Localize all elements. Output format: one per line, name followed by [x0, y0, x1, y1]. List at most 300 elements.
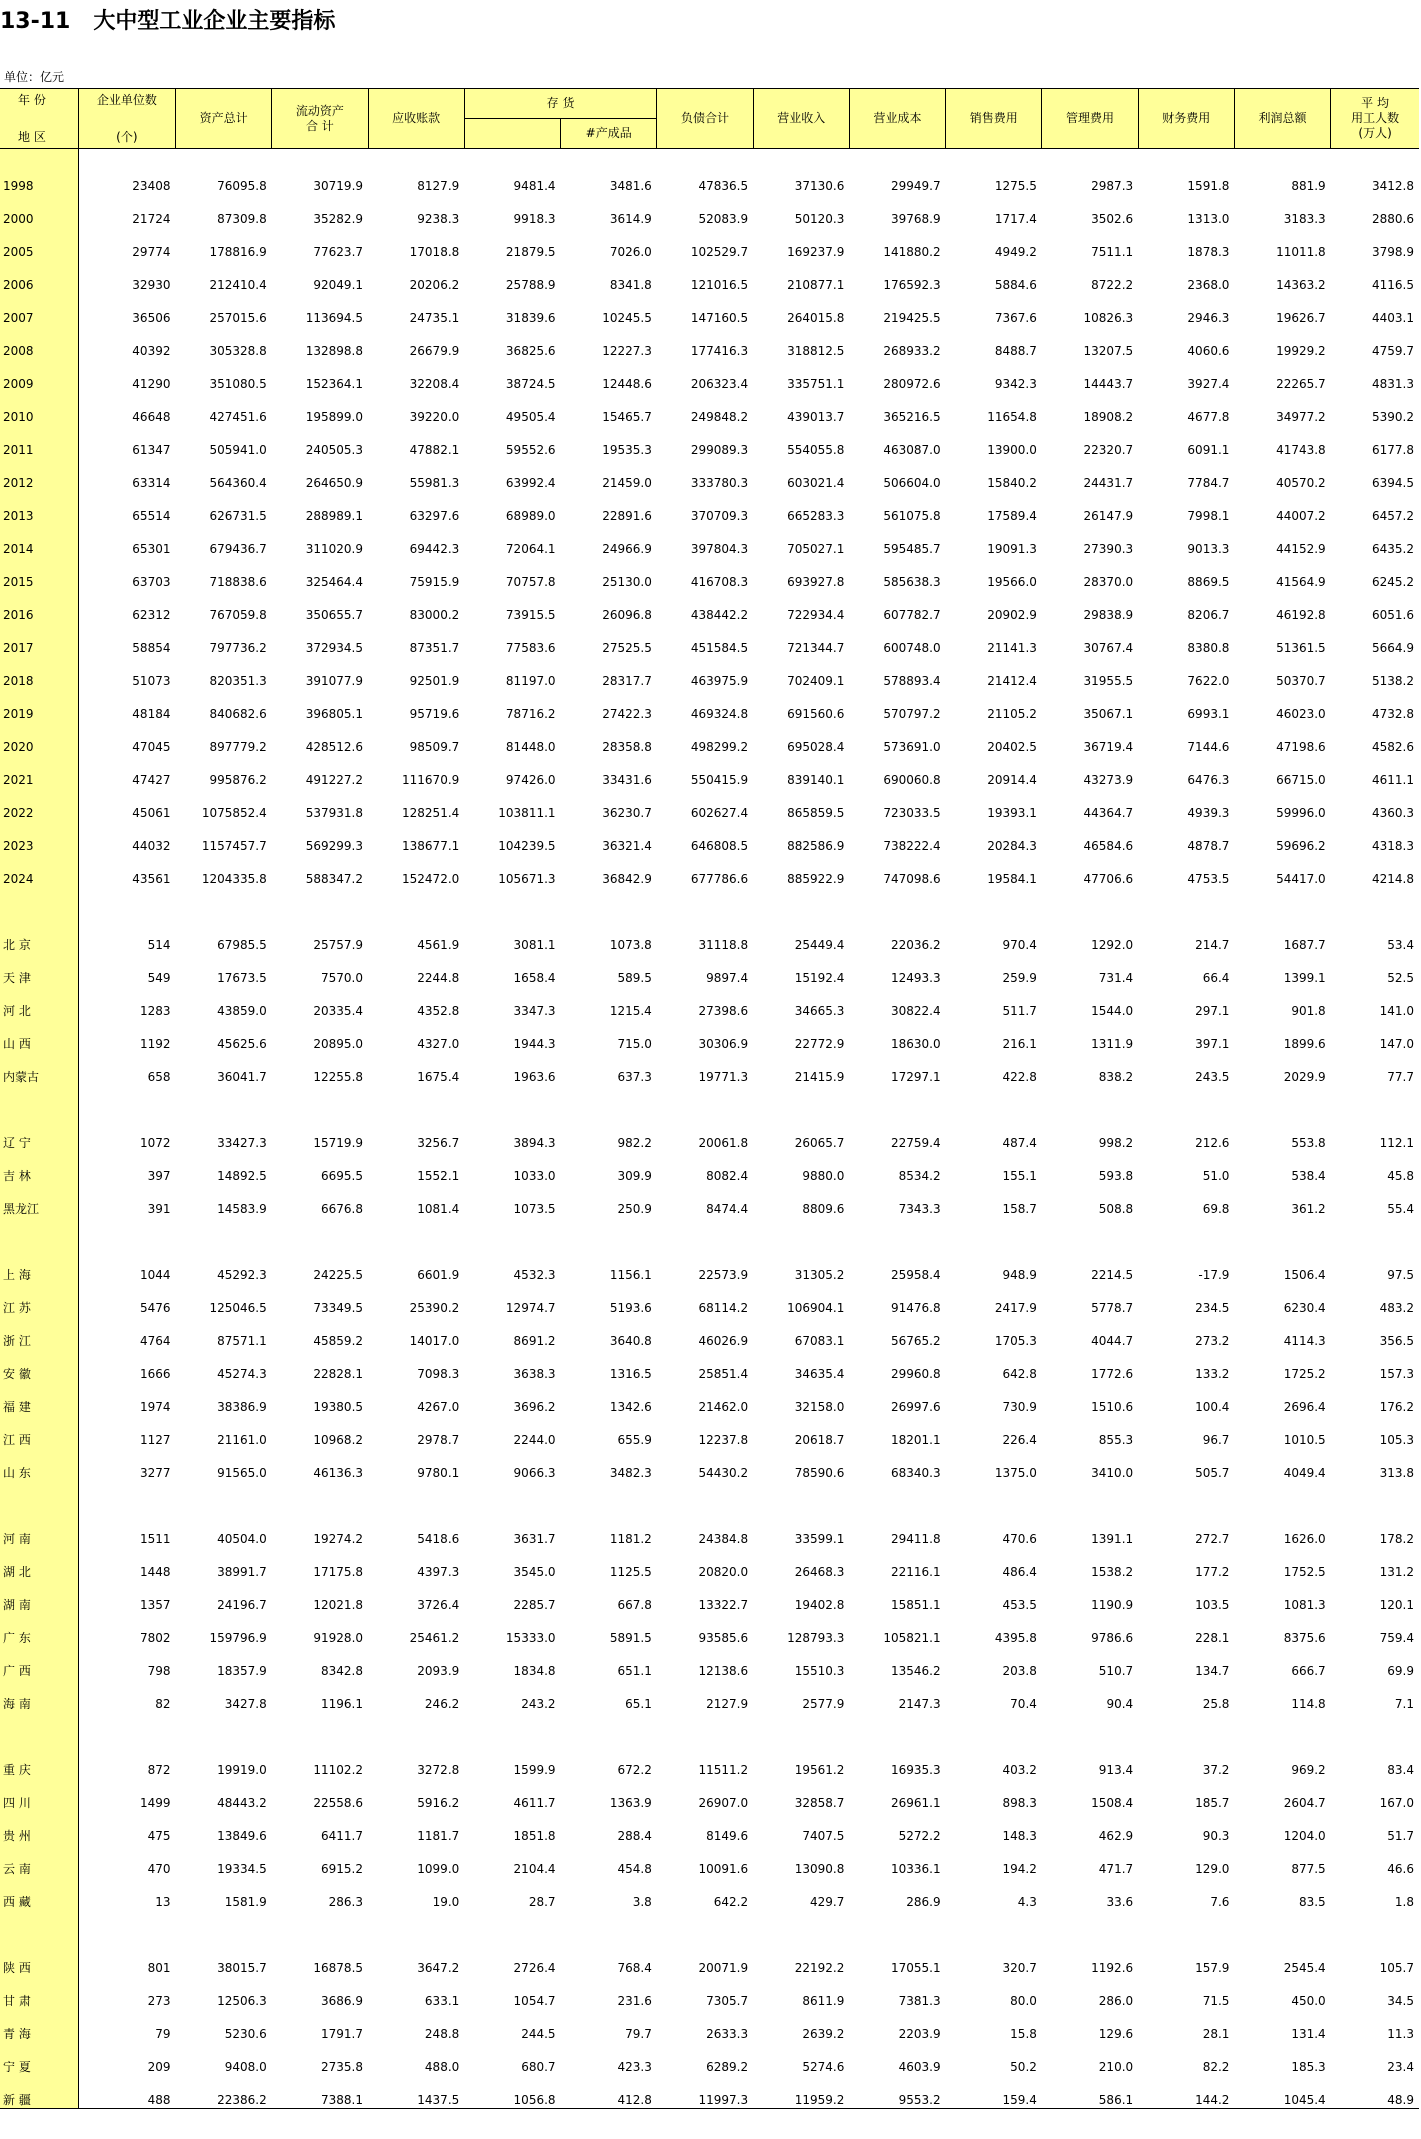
row-label: 2006 — [0, 260, 78, 293]
value-cell: 7.1 — [1394, 1697, 1414, 1711]
value-cell: 19535.3 — [602, 443, 652, 457]
value-cell: 97.5 — [1387, 1268, 1414, 1282]
value-cell: 747098.6 — [883, 872, 941, 886]
value-cell: 28358.8 — [602, 740, 652, 754]
value-cell: 723033.5 — [883, 806, 941, 820]
row-label: 天 津 — [0, 953, 78, 986]
value-cell: 7388.1 — [321, 2093, 364, 2107]
value-cell: 20071.9 — [698, 1961, 749, 1975]
value-cell: 1196.1 — [321, 1697, 364, 1711]
value-cell: 212.6 — [1195, 1136, 1230, 1150]
value-cell: 185.7 — [1195, 1796, 1230, 1810]
header-enterprise-count-line1: 企业单位数 — [96, 92, 157, 107]
value-cell: 718838.6 — [209, 575, 267, 589]
row-label: 江 西 — [0, 1415, 78, 1448]
value-cell: 9066.3 — [513, 1466, 556, 1480]
value-cell: 9408.0 — [224, 2060, 267, 2074]
value-cell: 4753.5 — [1187, 872, 1230, 886]
value-cell: 95719.6 — [409, 707, 460, 721]
value-cell: 838.2 — [1098, 1070, 1134, 1084]
value-cell: 19402.8 — [794, 1598, 845, 1612]
value-cell: 2978.7 — [417, 1433, 460, 1447]
value-cell: 5272.2 — [898, 1829, 941, 1843]
value-cell: 157.3 — [1379, 1367, 1414, 1381]
value-cell: 51073 — [132, 674, 171, 688]
value-cell: 91928.0 — [313, 1631, 364, 1645]
value-cell: 28370.0 — [1083, 575, 1134, 589]
row-label: 海 南 — [0, 1679, 78, 1712]
row-label: 2005 — [0, 227, 78, 260]
value-cell: 6091.1 — [1187, 443, 1230, 457]
table-row — [0, 1679, 1419, 1712]
value-cell: 77583.6 — [505, 641, 556, 655]
table-row — [0, 1745, 1419, 1778]
value-cell: 553.8 — [1291, 1136, 1326, 1150]
value-cell: 59552.6 — [505, 443, 556, 457]
value-cell: 9786.6 — [1091, 1631, 1134, 1645]
value-cell: 13090.8 — [794, 1862, 845, 1876]
value-cell: 54417.0 — [1276, 872, 1326, 886]
value-cell: 626731.5 — [209, 509, 267, 523]
value-cell: 87309.8 — [217, 212, 267, 226]
table-row — [0, 1976, 1419, 2009]
value-cell: 36506 — [132, 311, 171, 325]
header-employees-line3: (万人) — [1358, 126, 1392, 140]
value-cell: 8869.5 — [1187, 575, 1230, 589]
value-cell: 133.2 — [1195, 1367, 1230, 1381]
value-cell: 214.7 — [1195, 938, 1230, 952]
value-cell: 73349.5 — [313, 1301, 364, 1315]
value-cell: 141.0 — [1379, 1004, 1414, 1018]
table-row — [0, 1349, 1419, 1382]
value-cell: 13322.7 — [698, 1598, 749, 1612]
value-cell: 121016.5 — [690, 278, 749, 292]
value-cell: 297.1 — [1195, 1004, 1230, 1018]
value-cell: 438442.2 — [690, 608, 749, 622]
value-cell: 20618.7 — [794, 1433, 845, 1447]
value-cell: 36230.7 — [602, 806, 652, 820]
value-cell: 451584.5 — [690, 641, 749, 655]
value-cell: 17018.8 — [409, 245, 460, 259]
value-cell: 72064.1 — [505, 542, 556, 556]
value-cell: 228.1 — [1195, 1631, 1230, 1645]
header-total-profit: 利润总额 — [1234, 89, 1330, 149]
value-cell: 14583.9 — [217, 1202, 267, 1216]
value-cell: 244.5 — [521, 2027, 556, 2041]
value-cell: 152364.1 — [305, 377, 364, 391]
value-cell: 508.8 — [1098, 1202, 1134, 1216]
value-cell: 3640.8 — [609, 1334, 652, 1348]
value-cell: 1508.4 — [1091, 1796, 1134, 1810]
group-gap-row — [0, 1712, 1419, 1745]
value-cell: 2203.9 — [898, 2027, 941, 2041]
table-row — [0, 788, 1419, 821]
table-row — [0, 920, 1419, 953]
value-cell: 26468.3 — [794, 1565, 845, 1579]
value-cell: 37.2 — [1202, 1763, 1230, 1777]
value-cell: 219425.5 — [883, 311, 941, 325]
value-cell: 454.8 — [617, 1862, 652, 1876]
value-cell: 1717.4 — [994, 212, 1037, 226]
value-cell: 32930 — [132, 278, 171, 292]
value-cell: 212410.4 — [209, 278, 267, 292]
value-cell: 2417.9 — [994, 1301, 1037, 1315]
value-cell: 68340.3 — [891, 1466, 941, 1480]
value-cell: 31955.5 — [1083, 674, 1134, 688]
table-row — [0, 1877, 1419, 1910]
value-cell: 995876.2 — [209, 773, 267, 787]
value-cell: 69442.3 — [409, 542, 460, 556]
value-cell: 250.9 — [617, 1202, 652, 1216]
value-cell: 40504.0 — [217, 1532, 267, 1546]
value-cell: 505.7 — [1195, 1466, 1230, 1480]
value-cell: 20402.5 — [987, 740, 1037, 754]
value-cell: 19561.2 — [794, 1763, 845, 1777]
row-label: 西 藏 — [0, 1877, 78, 1910]
value-cell: 801 — [147, 1961, 171, 1975]
value-cell: 3696.2 — [513, 1400, 556, 1414]
value-cell: 1045.4 — [1283, 2093, 1326, 2107]
row-label: 甘 肃 — [0, 1976, 78, 2009]
table-row — [0, 1118, 1419, 1151]
value-cell: 25130.0 — [602, 575, 652, 589]
table-row — [0, 260, 1419, 293]
value-cell: 15192.4 — [794, 971, 845, 985]
value-cell: 1283 — [139, 1004, 171, 1018]
value-cell: 469324.8 — [690, 707, 749, 721]
value-cell: 429.7 — [810, 1895, 845, 1909]
value-cell: 969.2 — [1291, 1763, 1326, 1777]
table-body — [0, 149, 1419, 2109]
value-cell: 1363.9 — [609, 1796, 652, 1810]
value-cell: 1974 — [139, 1400, 171, 1414]
value-cell: 16878.5 — [313, 1961, 364, 1975]
value-cell: 428512.6 — [305, 740, 364, 754]
value-cell: 19626.7 — [1276, 311, 1326, 325]
value-cell: 45274.3 — [217, 1367, 267, 1381]
value-cell: 1010.5 — [1283, 1433, 1326, 1447]
value-cell: 105821.1 — [883, 1631, 941, 1645]
value-cell: 759.4 — [1379, 1631, 1414, 1645]
value-cell: 2104.4 — [513, 1862, 556, 1876]
value-cell: 1292.0 — [1091, 938, 1134, 952]
value-cell: 423.3 — [617, 2060, 652, 2074]
value-cell: 8488.7 — [994, 344, 1037, 358]
value-cell: 31305.2 — [794, 1268, 845, 1282]
value-cell: 21141.3 — [987, 641, 1037, 655]
value-cell: 44007.2 — [1276, 509, 1326, 523]
value-cell: 589.5 — [617, 971, 652, 985]
row-label: 2000 — [0, 194, 78, 227]
value-cell: 22265.7 — [1276, 377, 1326, 391]
value-cell: 475 — [147, 1829, 171, 1843]
value-cell: 4759.7 — [1372, 344, 1414, 358]
table-row — [0, 755, 1419, 788]
value-cell: 820351.3 — [209, 674, 267, 688]
value-cell: 356.5 — [1379, 1334, 1414, 1348]
value-cell: 1752.5 — [1283, 1565, 1326, 1579]
value-cell: 2368.0 — [1187, 278, 1230, 292]
value-cell: 9013.3 — [1187, 542, 1230, 556]
value-cell: 680.7 — [521, 2060, 556, 2074]
value-cell: 10968.2 — [313, 1433, 364, 1447]
value-cell: 240505.3 — [305, 443, 364, 457]
value-cell: 885922.9 — [787, 872, 845, 886]
table-row — [0, 1052, 1419, 1085]
value-cell: 1316.5 — [609, 1367, 652, 1381]
value-cell: 50120.3 — [794, 212, 845, 226]
value-cell: 10826.3 — [1083, 311, 1134, 325]
value-cell: 20895.0 — [313, 1037, 364, 1051]
value-cell: 6230.4 — [1283, 1301, 1326, 1315]
value-cell: 29774 — [132, 245, 171, 259]
value-cell: 3927.4 — [1187, 377, 1230, 391]
value-cell: 70757.8 — [505, 575, 556, 589]
value-cell: 55981.3 — [409, 476, 460, 490]
value-cell: 27398.6 — [698, 1004, 749, 1018]
row-label: 广 东 — [0, 1613, 78, 1646]
row-label: 宁 夏 — [0, 2042, 78, 2075]
value-cell: 585638.3 — [883, 575, 941, 589]
value-cell: 45859.2 — [313, 1334, 364, 1348]
value-cell: 9897.4 — [706, 971, 749, 985]
value-cell: 286.0 — [1098, 1994, 1134, 2008]
value-cell: 593.8 — [1098, 1169, 1134, 1183]
value-cell: 8809.6 — [802, 1202, 845, 1216]
value-cell: 6245.2 — [1372, 575, 1414, 589]
value-cell: 273 — [147, 1994, 171, 2008]
value-cell: 6695.5 — [321, 1169, 364, 1183]
value-cell: 365216.5 — [883, 410, 941, 424]
value-cell: 36825.6 — [505, 344, 556, 358]
value-cell: 1190.9 — [1091, 1598, 1134, 1612]
value-cell: 22192.2 — [794, 1961, 845, 1975]
header-employees-line1: 平 均 — [1361, 96, 1389, 110]
value-cell: 470 — [147, 1862, 171, 1876]
header-enterprise-count — [78, 89, 175, 149]
value-cell: 3.8 — [632, 1895, 652, 1909]
header-current-assets-line2: 合 计 — [305, 118, 334, 133]
value-cell: 18908.2 — [1083, 410, 1134, 424]
value-cell: 1342.6 — [609, 1400, 652, 1414]
value-cell: 7622.0 — [1187, 674, 1230, 688]
value-cell: 3647.2 — [417, 1961, 460, 1975]
value-cell: 9780.1 — [417, 1466, 460, 1480]
value-cell: 22116.1 — [891, 1565, 941, 1579]
value-cell: 695028.4 — [787, 740, 845, 754]
value-cell: 13900.0 — [987, 443, 1037, 457]
value-cell: 4049.4 — [1283, 1466, 1326, 1480]
value-cell: 2285.7 — [513, 1598, 556, 1612]
value-cell: 17589.4 — [987, 509, 1037, 523]
header-financial-expenses: 财务费用 — [1138, 89, 1234, 149]
value-cell: 1687.7 — [1283, 938, 1326, 952]
value-cell: 15465.7 — [602, 410, 652, 424]
value-cell: -17.9 — [1198, 1268, 1230, 1282]
value-cell: 506604.0 — [883, 476, 941, 490]
value-cell: 185.3 — [1291, 2060, 1326, 2074]
value-cell: 335751.1 — [787, 377, 845, 391]
value-cell: 1157457.7 — [201, 839, 267, 853]
value-cell: 103.5 — [1195, 1598, 1230, 1612]
value-cell: 1215.4 — [609, 1004, 652, 1018]
value-cell: 839140.1 — [787, 773, 845, 787]
value-cell: 872 — [147, 1763, 171, 1777]
value-cell: 59696.2 — [1276, 839, 1326, 853]
group-gap-row — [0, 1481, 1419, 1514]
value-cell: 12506.3 — [217, 1994, 267, 2008]
value-cell: 510.7 — [1098, 1664, 1134, 1678]
value-cell: 471.7 — [1098, 1862, 1134, 1876]
value-cell: 38386.9 — [217, 1400, 267, 1414]
value-cell: 17673.5 — [217, 971, 267, 985]
value-cell: 4.3 — [1017, 1895, 1037, 1909]
header-year-region — [0, 89, 78, 149]
value-cell: 25757.9 — [313, 938, 364, 952]
blank-cell — [78, 887, 1419, 920]
value-cell: 226.4 — [1002, 1433, 1037, 1447]
value-cell: 23.4 — [1387, 2060, 1414, 2074]
header-year: 年 份 — [18, 92, 46, 107]
header-total-assets: 资产总计 — [175, 89, 271, 149]
value-cell: 679436.7 — [209, 542, 267, 556]
table-row — [0, 1778, 1419, 1811]
value-cell: 34635.4 — [794, 1367, 845, 1381]
value-cell: 4044.7 — [1091, 1334, 1134, 1348]
row-label: 江 苏 — [0, 1283, 78, 1316]
value-cell: 7026.0 — [609, 245, 652, 259]
value-cell: 1313.0 — [1187, 212, 1230, 226]
value-cell: 1511 — [139, 1532, 171, 1546]
value-cell: 1581.9 — [224, 1895, 267, 1909]
value-cell: 24735.1 — [409, 311, 460, 325]
value-cell: 134.7 — [1195, 1664, 1230, 1678]
value-cell: 6411.7 — [321, 1829, 364, 1843]
value-cell: 14892.5 — [217, 1169, 267, 1183]
value-cell: 6394.5 — [1372, 476, 1414, 490]
value-cell: 105.7 — [1379, 1961, 1414, 1975]
value-cell: 1033.0 — [513, 1169, 556, 1183]
value-cell: 5230.6 — [224, 2027, 267, 2041]
value-cell: 25.8 — [1202, 1697, 1230, 1711]
value-cell: 125046.5 — [209, 1301, 267, 1315]
value-cell: 6676.8 — [321, 1202, 364, 1216]
value-cell: 690060.8 — [883, 773, 941, 787]
value-cell: 4764 — [139, 1334, 171, 1348]
value-cell: 43273.9 — [1083, 773, 1134, 787]
value-cell: 1591.8 — [1187, 179, 1230, 193]
table-row — [0, 557, 1419, 590]
value-cell: 46.6 — [1387, 1862, 1414, 1876]
value-cell: 397 — [147, 1169, 171, 1183]
value-cell: 65514 — [132, 509, 171, 523]
value-cell: 231.6 — [617, 1994, 652, 2008]
value-cell: 898.3 — [1002, 1796, 1037, 1810]
value-cell: 11959.2 — [794, 2093, 845, 2107]
value-cell: 1772.6 — [1091, 1367, 1134, 1381]
value-cell: 209 — [147, 2060, 171, 2074]
value-cell: 210877.1 — [787, 278, 845, 292]
row-label: 新 疆 — [0, 2075, 78, 2109]
value-cell: 607782.7 — [883, 608, 941, 622]
value-cell: 264015.8 — [787, 311, 845, 325]
row-label: 陕 西 — [0, 1943, 78, 1976]
value-cell: 103811.1 — [498, 806, 556, 820]
value-cell: 112.1 — [1379, 1136, 1414, 1150]
value-cell: 2946.3 — [1187, 311, 1230, 325]
value-cell: 15.8 — [1010, 2027, 1037, 2041]
row-label: 2007 — [0, 293, 78, 326]
value-cell: 2029.9 — [1283, 1070, 1326, 1084]
value-cell: 738222.4 — [883, 839, 941, 853]
row-label: 2018 — [0, 656, 78, 689]
value-cell: 25958.4 — [891, 1268, 941, 1282]
value-cell: 8534.2 — [898, 1169, 941, 1183]
value-cell: 15719.9 — [313, 1136, 364, 1150]
value-cell: 128793.3 — [787, 1631, 845, 1645]
table-row — [0, 491, 1419, 524]
value-cell: 36842.9 — [602, 872, 652, 886]
indicator-table — [0, 88, 1419, 2109]
value-cell: 50.2 — [1010, 2060, 1037, 2074]
value-cell: 970.4 — [1002, 938, 1037, 952]
value-cell: 68989.0 — [505, 509, 556, 523]
value-cell: 6435.2 — [1372, 542, 1414, 556]
value-cell: 1705.3 — [994, 1334, 1037, 1348]
value-cell: 3686.9 — [321, 1994, 364, 2008]
value-cell: 1506.4 — [1283, 1268, 1326, 1282]
value-cell: 25390.2 — [409, 1301, 460, 1315]
value-cell: 651.1 — [617, 1664, 652, 1678]
value-cell: 34665.3 — [794, 1004, 845, 1018]
value-cell: 12227.3 — [602, 344, 652, 358]
value-cell: 4403.1 — [1372, 311, 1414, 325]
value-cell: 29838.9 — [1083, 608, 1134, 622]
value-cell: 2987.3 — [1091, 179, 1134, 193]
value-cell: 120.1 — [1379, 1598, 1414, 1612]
value-cell: 11.3 — [1387, 2027, 1414, 2041]
value-cell: 2880.6 — [1372, 212, 1414, 226]
value-cell: 19.0 — [432, 1895, 460, 1909]
value-cell: 87571.1 — [217, 1334, 267, 1348]
value-cell: 243.5 — [1195, 1070, 1230, 1084]
value-cell: 26907.0 — [698, 1796, 749, 1810]
value-cell: 19393.1 — [987, 806, 1037, 820]
value-cell: 372934.5 — [305, 641, 364, 655]
value-cell: 41743.8 — [1276, 443, 1326, 457]
row-label: 广 西 — [0, 1646, 78, 1679]
value-cell: 37130.6 — [794, 179, 845, 193]
row-label: 2009 — [0, 359, 78, 392]
value-cell: 2127.9 — [706, 1697, 749, 1711]
value-cell: 14017.0 — [409, 1334, 460, 1348]
value-cell: 1.8 — [1394, 1895, 1414, 1909]
value-cell: 63703 — [132, 575, 171, 589]
value-cell: 27525.5 — [602, 641, 652, 655]
value-cell: 17175.8 — [313, 1565, 364, 1579]
value-cell: 105.3 — [1379, 1433, 1414, 1447]
value-cell: 855.3 — [1098, 1433, 1134, 1447]
row-label: 河 北 — [0, 986, 78, 1019]
header-employees-line2: 用工人数 — [1351, 111, 1400, 125]
value-cell: 427451.6 — [209, 410, 267, 424]
table-row — [0, 1283, 1419, 1316]
value-cell: 450.0 — [1291, 1994, 1326, 2008]
value-cell: 22759.4 — [891, 1136, 941, 1150]
value-cell: 21879.5 — [505, 245, 556, 259]
row-label: 2023 — [0, 821, 78, 854]
value-cell: 6289.2 — [706, 2060, 749, 2074]
